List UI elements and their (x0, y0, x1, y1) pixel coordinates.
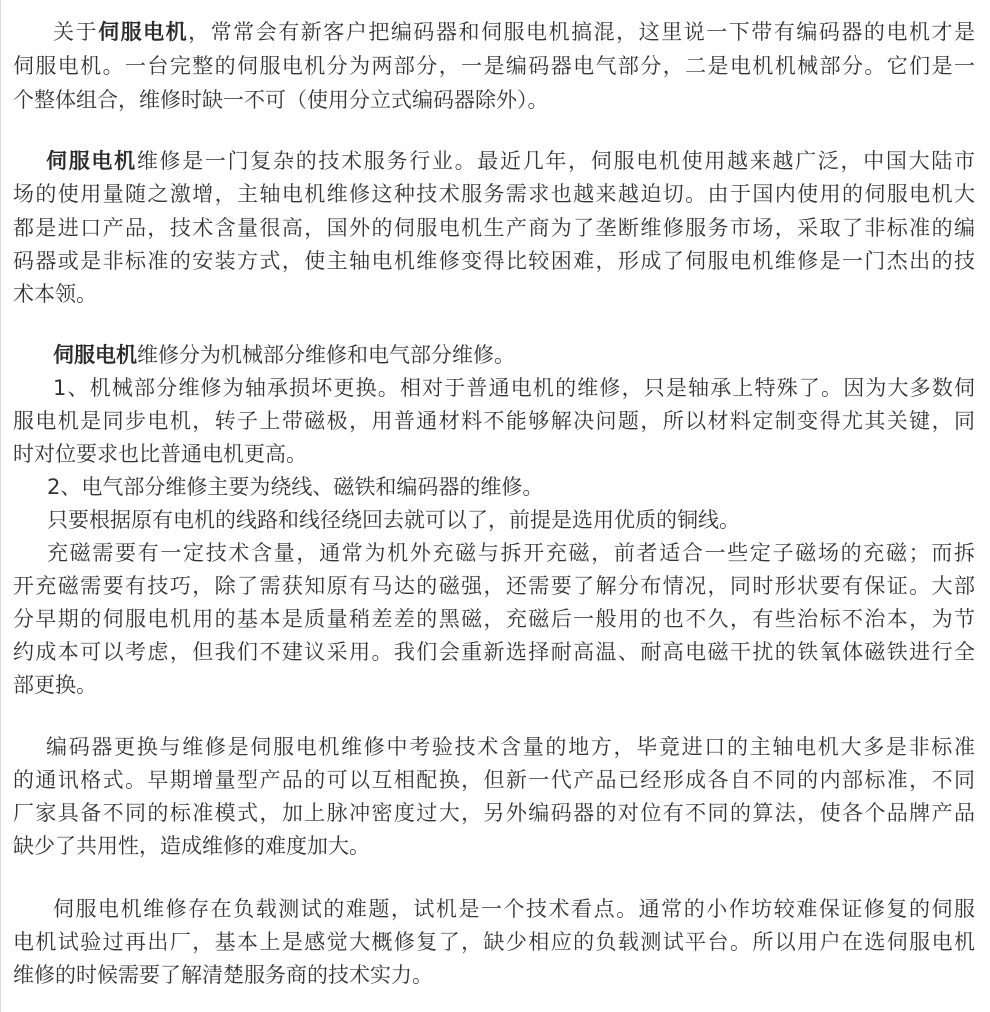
paragraph-3-line-1: 伺服电机维修分为机械部分维修和电气部分维修。 (53, 343, 515, 367)
paragraph-2-line-2: 场的使用量随之激增，主轴电机维修这种技术服务需求也越来越迫切。由于国内使用的伺服电机大 (13, 182, 975, 206)
paragraph-2-line-3: 都是进口产品，技术含量很高，国外的伺服电机生产商为了垄断维修服务市场，采取了非标准的编 (13, 216, 975, 240)
paragraph-1-line-2: 伺服电机。一台完整的伺服电机分为两部分，一是编码器电气部分，二是电机机械部分。它们是一 (13, 54, 975, 78)
paragraph-4-line-3: 厂家具备不同的标准模式，加上脉冲密度过大，另外编码器的对位有不同的算法，使各个品牌产品 (13, 801, 975, 825)
paragraph-3-line-9: 分早期的伺服电机用的基本是质量稍差差的黑磁，充磁后一般用的也不久，有些治标不治本，为节 (13, 607, 975, 631)
paragraph-3-line-3: 服电机是同步电机，转子上带磁极，用普通材料不能够解决问题，所以材料定制变得尤其关键，同 (13, 409, 975, 433)
paragraph-1-line-1: 关于伺服电机，常常会有新客户把编码器和伺服电机搞混，这里说一下带有编码器的电机才是 (53, 20, 976, 44)
paragraph-4-line-2: 的通讯格式。早期增量型产品的可以互相配换，但新一代产品已经形成各自不同的内部标准，不同 (13, 768, 975, 792)
paragraph-4-line-1: 编码器更换与维修是伺服电机维修中考验技术含量的地方，毕竟进口的主轴电机大多是非标准 (46, 735, 975, 759)
paragraph-5-line-1: 伺服电机维修存在负载测试的难题，试机是一个技术看点。通常的小作坊较难保证修复的伺服 (53, 897, 975, 921)
paragraph-4-line-4: 缺少了共用性，造成维修的难度加大。 (13, 834, 370, 858)
paragraph-3-line-6: 只要根据原有电机的线路和线径绕回去就可以了，前提是选用优质的铜线。 (47, 508, 740, 532)
paragraph-2-line-5: 术本领。 (13, 282, 97, 306)
keyword-servo-motor: 伺服电机 (46, 149, 137, 173)
paragraph-2-line-1: 伺服电机维修是一门复杂的技术服务行业。最近几年，伺服电机使用越来越广泛，中国大陆市 (46, 149, 976, 173)
paragraph-5-line-2: 电机试验过再出厂，基本上是感觉大概修复了，缺少相应的负载测试平台。所以用户在选伺服电机 (13, 930, 975, 954)
keyword-servo-motor: 伺服电机 (53, 343, 137, 367)
paragraph-3-line-5: 2、电气部分维修主要为绕线、磁铁和编码器的维修。 (47, 475, 544, 499)
paragraph-3-line-7: 充磁需要有一定技术含量，通常为机外充磁与拆开充磁，前者适合一些定子磁场的充磁；而拆 (47, 541, 975, 565)
paragraph-5-line-3: 维修的时候需要了解清楚服务商的技术实力。 (13, 963, 433, 987)
paragraph-3-line-2: 1、机械部分维修为轴承损坏更换。相对于普通电机的维修，只是轴承上特殊了。因为大多数伺 (53, 376, 975, 400)
paragraph-1-line-3: 个整体组合，维修时缺一不可（使用分立式编码器除外）。 (13, 88, 549, 112)
paragraph-3-line-4: 时对位要求也比普通电机更高。 (13, 442, 307, 466)
keyword-servo-motor: 伺服电机 (98, 20, 189, 44)
paragraph-3-line-10: 约成本可以考虑，但我们不建议采用。我们会重新选择耐高温、耐高电磁干扰的铁氧体磁铁进行全 (13, 640, 975, 664)
paragraph-2-line-4: 码器或是非标准的安装方式，使主轴电机维修变得比较困难，形成了伺服电机维修是一门杰出的技 (13, 249, 975, 273)
paragraph-3-line-8: 开充磁需要有技巧，除了需获知原有马达的磁强，还需要了解分布情况，同时形状要有保证。大部 (13, 574, 975, 598)
paragraph-3-line-11: 部更换。 (13, 673, 97, 697)
